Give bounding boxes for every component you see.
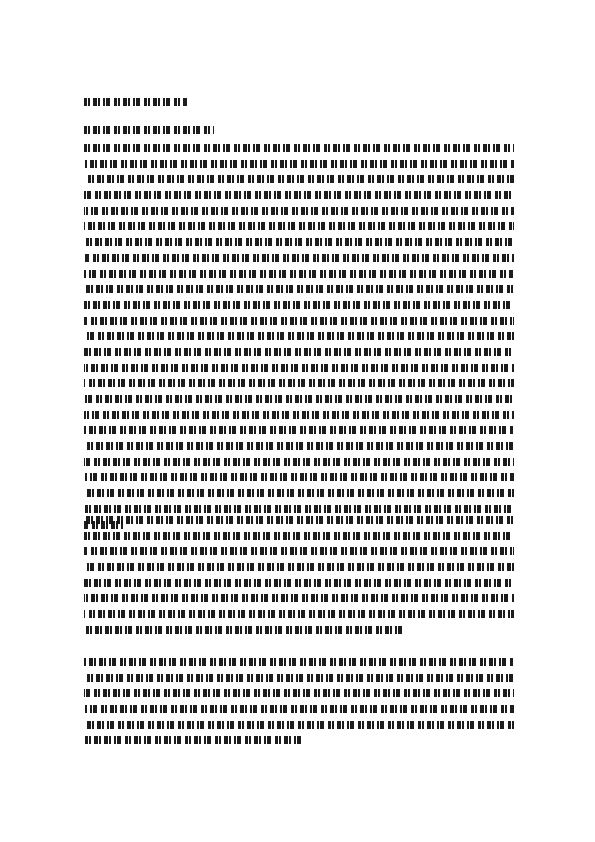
text-line-glyphs: [84, 379, 514, 387]
text-line-glyphs: [84, 207, 514, 215]
text-line: [84, 158, 514, 174]
paragraph-2: [84, 514, 514, 640]
text-line: [84, 252, 514, 268]
text-line: [84, 283, 514, 299]
text-line: [84, 592, 514, 608]
text-line-glyphs: [84, 721, 514, 729]
text-line-glyphs: [84, 285, 514, 293]
text-line: [84, 456, 514, 472]
text-line: [84, 377, 514, 393]
text-line-glyphs: [84, 563, 514, 571]
text-line: [84, 672, 514, 688]
text-line: [84, 236, 514, 252]
text-line: [84, 205, 514, 221]
text-line-glyphs: [84, 594, 514, 602]
text-line: [84, 545, 514, 561]
text-line-glyphs: [84, 736, 304, 744]
text-line-glyphs: [84, 426, 514, 434]
paragraph-1: [84, 142, 514, 534]
text-line: [84, 530, 514, 546]
text-line-glyphs: [84, 516, 514, 524]
text-line: [84, 424, 514, 440]
text-line: [84, 440, 514, 456]
text-line-glyphs: [84, 332, 514, 340]
text-line-glyphs: [84, 238, 514, 246]
text-line-glyphs: [84, 191, 514, 199]
text-line: [84, 487, 514, 503]
text-line-glyphs: [84, 301, 514, 309]
text-line: [84, 330, 514, 346]
section-heading: [84, 124, 384, 136]
text-line-glyphs: [84, 317, 514, 325]
text-line-glyphs: [84, 505, 514, 513]
text-line-glyphs: [84, 442, 514, 450]
text-line: [84, 514, 514, 530]
text-line-glyphs: [84, 160, 514, 168]
text-line: [84, 142, 514, 158]
text-line-glyphs: [84, 579, 514, 587]
text-line: [84, 577, 514, 593]
text-line-glyphs: [84, 689, 514, 697]
text-line: [84, 624, 514, 640]
text-line: [84, 393, 514, 409]
text-line: [84, 656, 514, 672]
text-line: [84, 362, 514, 378]
text-line-glyphs: [84, 175, 514, 183]
text-line: [84, 703, 514, 719]
text-line: [84, 220, 514, 236]
text-line-glyphs: [84, 473, 514, 481]
text-line-glyphs: [84, 458, 514, 466]
text-line: [84, 299, 514, 315]
text-line-glyphs: [84, 222, 514, 230]
page-header-title-text: [84, 96, 284, 108]
text-line: [84, 734, 514, 750]
text-line-glyphs: [84, 674, 514, 682]
text-line-glyphs: [84, 489, 514, 497]
text-line-glyphs: [84, 270, 514, 278]
text-line-glyphs: [84, 254, 514, 262]
text-line: [84, 315, 514, 331]
text-line-glyphs: [84, 532, 514, 540]
text-line-glyphs: [84, 705, 514, 713]
section-heading-text: [84, 124, 384, 136]
text-line: [84, 719, 514, 735]
text-line-glyphs: [84, 610, 514, 618]
text-line-glyphs: [84, 395, 514, 403]
text-line: [84, 608, 514, 624]
text-line-glyphs: [84, 547, 514, 555]
text-line: [84, 471, 514, 487]
paragraph-3: [84, 656, 514, 750]
text-line-glyphs: [84, 658, 514, 666]
text-line: [84, 409, 514, 425]
text-line-glyphs: [84, 626, 404, 634]
text-line: [84, 561, 514, 577]
text-line-glyphs: [84, 348, 514, 356]
text-line: [84, 268, 514, 284]
page-header-title: [84, 96, 284, 108]
text-line-glyphs: [84, 411, 514, 419]
text-line: [84, 189, 514, 205]
text-line: [84, 173, 514, 189]
text-line: [84, 687, 514, 703]
text-line-glyphs: [84, 364, 514, 372]
text-line: [84, 346, 514, 362]
text-line-glyphs: [84, 144, 514, 152]
